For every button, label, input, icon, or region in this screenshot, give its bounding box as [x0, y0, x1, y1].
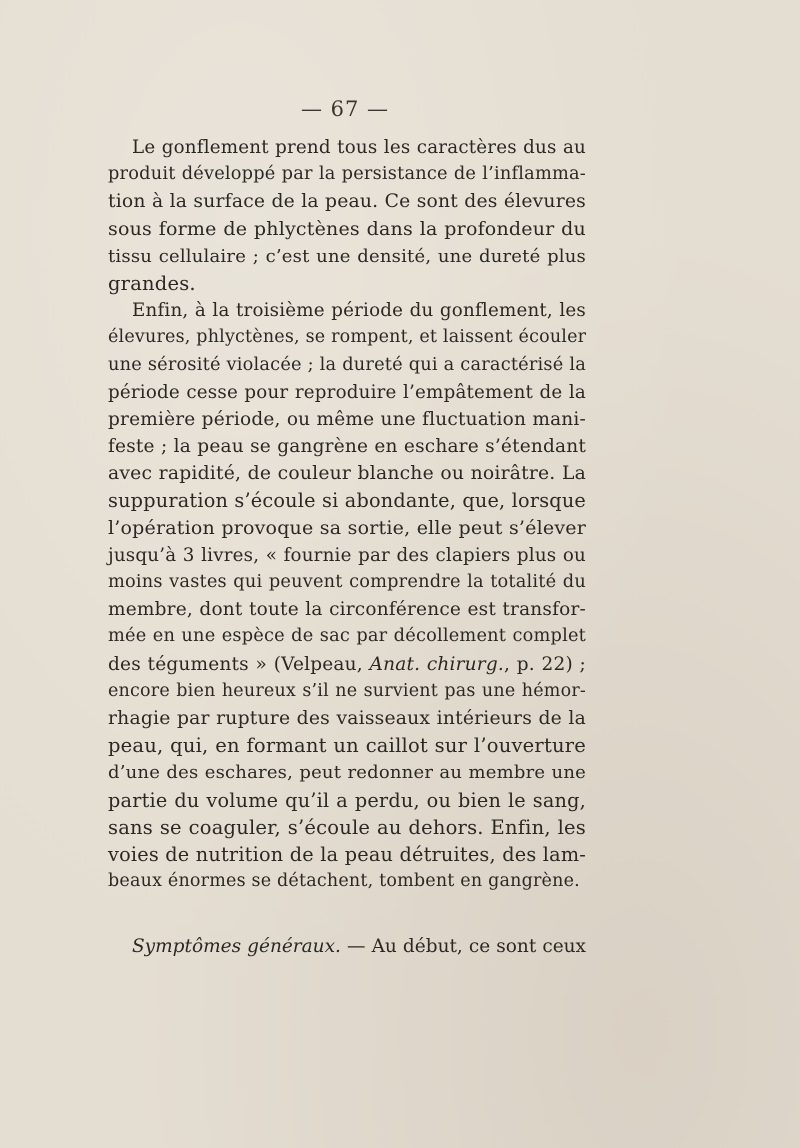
text-line: voies de nutrition de la peau détruites, des lam- [108, 842, 586, 866]
text-line: encore bien heureux s’il ne survient pas une hémor- [108, 680, 586, 701]
text-line: rhagie par rupture des vaisseaux intérieurs de la [108, 707, 586, 729]
text-line: partie du volume qu’il a perdu, ou bien le sang, [108, 788, 586, 812]
text-line: tion à la surface de la peau. Ce sont des élevures [108, 191, 586, 213]
text-line: sous forme de phlyctènes dans la profondeur du [108, 217, 586, 240]
text-line: Enfin, à la troisième période du gonflement, les [132, 300, 586, 322]
section-heading: Symptômes généraux. [132, 936, 341, 957]
text-line: période cesse pour reproduire l’empâtement de la [108, 381, 586, 403]
text-line: peau, qui, en formant un caillot sur l’ouverture [108, 734, 586, 758]
text-line: première période, ou même une fluctuation mani- [108, 408, 586, 430]
text-line: suppuration s’écoule si abondante, que, lorsque [108, 489, 587, 513]
text-line: jusqu’à 3 livres, « fournie par des clapiers plus ou [108, 544, 586, 566]
page-number: — 67 — [300, 97, 390, 121]
text-line: grandes. [108, 271, 196, 295]
body-text [108, 134, 586, 895]
citation-after: , p. 22) ; [503, 653, 586, 675]
text-line: moins vastes qui peuvent comprendre la totalité du [108, 572, 586, 592]
text-line: avec rapidité, de couleur blanche ou noirâtre. La [108, 463, 586, 485]
text-line: tissu cellulaire ; c’est une densité, une dureté plus [108, 245, 586, 267]
citation-before: des téguments » (Velpeau, [108, 653, 370, 675]
text-line: membre, dont toute la circonférence est transfor- [108, 599, 586, 621]
text-line: sans se coaguler, s’écoule au dehors. Enfin, les [108, 815, 586, 839]
citation-line [108, 651, 586, 678]
text-line: l’opération provoque sa sortie, elle peut s’élever [108, 516, 586, 539]
citation-title: Anat. chirurg. [369, 653, 504, 675]
text-line: mée en une espèce de sac par décollement complet [108, 626, 586, 647]
text-line: Le gonflement prend tous les caractères dus au [132, 137, 586, 158]
text-line: feste ; la peau se gangrène en eschare s’étendant [108, 436, 586, 458]
text-line: produit développé par la persistance de l’inflamma- [108, 164, 586, 185]
text-line: beaux énormes se détachent, tombent en gangrène. [108, 871, 580, 892]
text-line: élevures, phlyctènes, se rompent, et laissent écouler [108, 327, 587, 348]
text-line: d’une des eschares, peut redonner au membre une [108, 762, 586, 784]
section-heading-line [108, 933, 586, 961]
text-line: une sérosité violacée ; la dureté qui a caractérisé la [108, 354, 586, 375]
section-text: — Au début, ce sont ceux [340, 936, 586, 957]
